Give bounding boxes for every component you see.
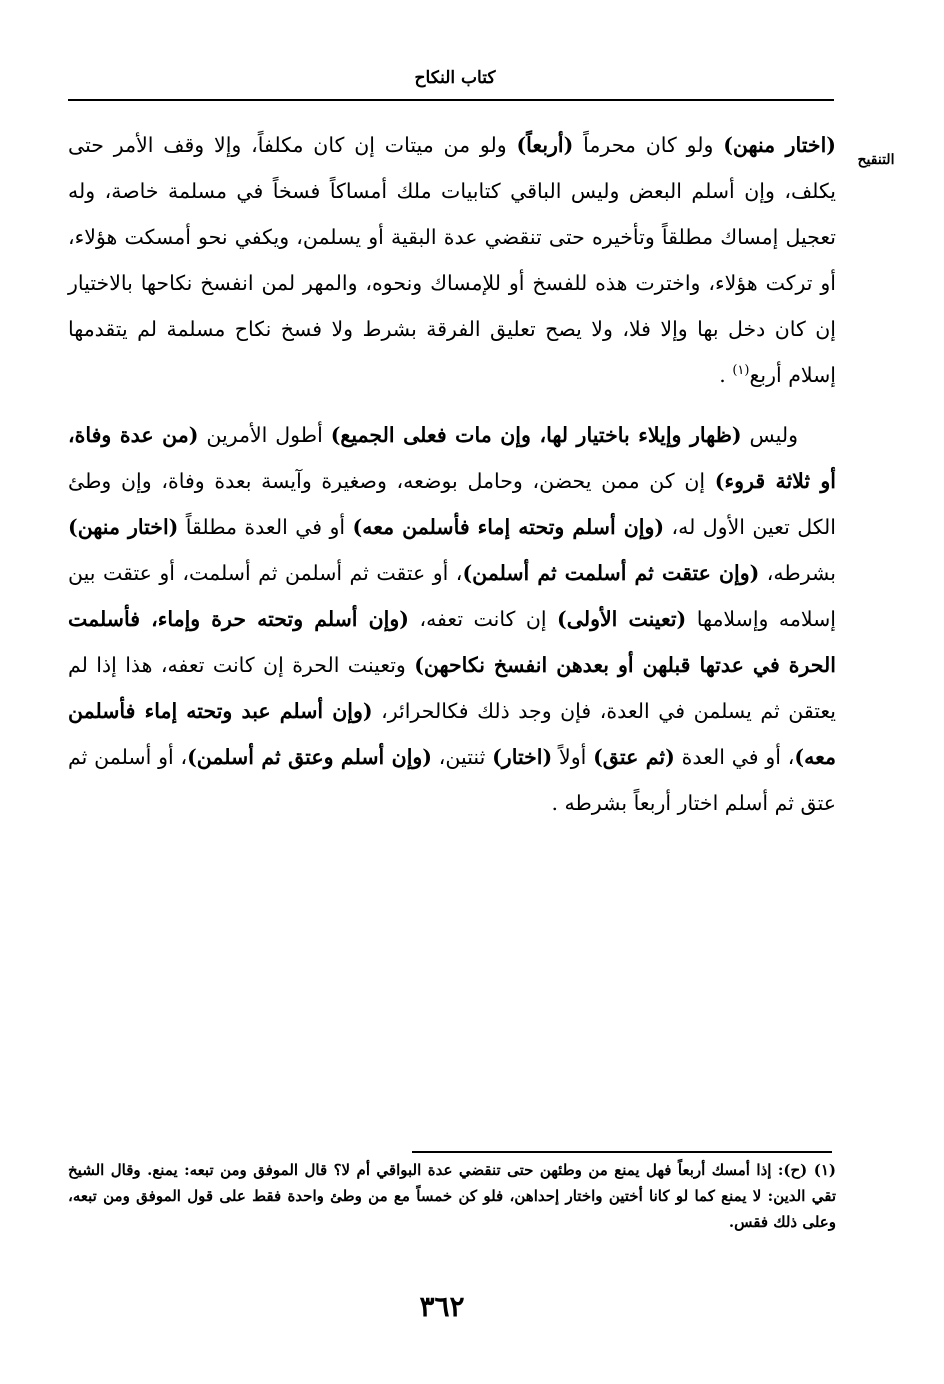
text-run: ، أو أسلمن ثم عتق ثم أسلم اختار أربعاً بشرطه .: [68, 745, 836, 815]
footnote-rule: [412, 1151, 832, 1153]
bold-text-run: (أربعاً): [516, 133, 574, 157]
footnote-reference: (١): [732, 363, 750, 379]
margin-note: التنقيح: [857, 152, 895, 168]
text-run: وتعينت الحرة إن كانت تعفه، هذا إذا لم يعتقن ثم يسلمن في العدة، فإن وجد ذلك فكالحرائر،: [68, 653, 836, 723]
text-run: إن كانت تعفه،: [408, 607, 558, 631]
bold-text-run: (ثم عتق): [593, 745, 675, 769]
bold-text-run: (وإن أسلم وعتق ثم أسلمن): [187, 745, 432, 769]
text-run: وليس: [741, 423, 798, 447]
text-run: ولو كان محرماً: [573, 133, 724, 157]
text-run: ولو من ميتات إن كان مكلفاً، وإلا وقف الأمر حتى يكلف، وإن أسلم البعض وليس الباقي كتابيات ملك أمساكاً فسخاً في مسلمة خاصة، وله تعجيل إمساك مطلقاً وتأخيره حتى تنقضي عدة البقية أو يسلمن، ويكفي نحو أمسكت هؤلاء، أو تركت هؤلاء، واخترت هذه للفسخ أو للإمساك ونحوه، والمهر لمن انفسخ نكاحها بالاختيار إن كان دخل بها وإلا فلا، ولا يصح تعليق الفرقة بشرط ولا فسخ نكاح مسلمة لم يتقدمها إسلام أربع: [68, 133, 836, 387]
bold-text-run: (وإن أسلم وتحته إماء فأسلمن معه): [352, 515, 665, 539]
text-run: أطول الأمرين: [198, 423, 331, 447]
bold-text-run: (وإن عتقت ثم أسلمت ثم أسلمن): [462, 561, 760, 585]
bold-text-run: (اختار): [492, 745, 553, 769]
page-number: ٣٦٢: [419, 1290, 465, 1323]
paragraph-2: [68, 412, 836, 826]
bold-text-run: (اختار منهن): [68, 515, 179, 539]
bold-text-run: (ظهار وإيلاء باختيار لها، وإن مات فعلى الجميع): [330, 423, 742, 447]
text-run: .: [719, 363, 733, 387]
header-rule: [68, 99, 834, 101]
body-text: [68, 122, 836, 826]
bold-text-run: (وإن أسلم وتحته حرة وإماء، فأسلمت الحرة في عدتها قبلهن أو بعدهن انفسخ نكاحهن): [68, 607, 836, 677]
text-run: أو في العدة مطلقاً: [178, 515, 353, 539]
running-title: كتاب النكاح: [414, 68, 496, 88]
bold-text-run: (اختار منهن): [723, 133, 836, 157]
text-run: ، أو في العدة: [674, 745, 795, 769]
bold-text-run: (من عدة وفاة، أو ثلاثة قروء): [68, 423, 836, 493]
bold-text-run: (وإن أسلم عبد وتحته إماء فأسلمن معه): [68, 699, 836, 769]
text-run: بشرطه،: [759, 561, 837, 585]
text-run: أولاً: [552, 745, 594, 769]
bold-text-run: (تعينت الأولى): [557, 607, 687, 631]
paragraph-1: [68, 122, 836, 398]
footnote: (١) (ح): إذا أمسك أربعاً فهل يمنع من وطئهن حتى تنقضي عدة البواقي أم لا؟ قال الموفق ومن تبعه: يمنع. وقال الشيخ تقي الدين: لا يمنع كما لو كانا أختين واختار إحداهن، فلو كن خمساً مع من وطئ واحدة فقط على قول الموفق ومن تبعه، وعلى ذلك فقس.: [68, 1161, 836, 1231]
text-run: ثنتين،: [432, 745, 493, 769]
text-run: ، أو عتقت ثم أسلمن ثم أسلمت، أو عتقت بين إسلامه وإسلامها: [68, 561, 836, 631]
text-run: إن كن ممن يحضن، وحامل بوضعه، وصغيرة وآيسة بعدة وفاة، وإن وطئ الكل تعين الأول له،: [68, 469, 836, 539]
